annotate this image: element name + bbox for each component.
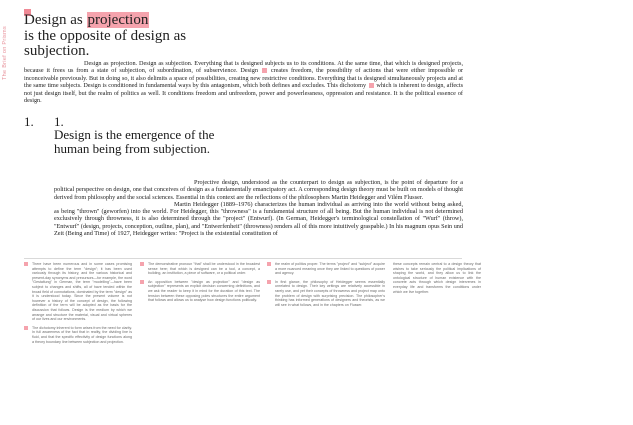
footnote-divider xyxy=(24,258,462,259)
footnote-marker xyxy=(267,262,271,266)
footnote xyxy=(275,262,385,276)
intro-paragraph xyxy=(24,60,463,104)
heading-part1: Design as xyxy=(24,12,87,28)
footnote-column-2 xyxy=(148,262,260,307)
intro-text-c: which is inherent to design, affects not just design itself, but the realm of politics as well. It conditions freedom and unfreedom, power and powerlessness, oppression and resistance. It is the political essence of design. xyxy=(24,82,464,105)
footnote-marker[interactable] xyxy=(262,68,267,73)
section-body xyxy=(54,179,463,237)
footnote-marker xyxy=(140,280,144,284)
footnote-text: The demonstrative pronoun "that" shall be understood in the broadest sense here; that which is designed can be a tool, a concept, a building, an institution, a piece of software, or a political order. xyxy=(148,262,260,276)
footnote-text: In first glance, the philosophy of Heidegger seems essentially unrelated to design. Their key writings are relatively accessible in rarely use, and yet their concepts of throwness and project map onto the problem of design with surprising precision. The philosopher's thinking has informed generations of designers and theorists, as we will see in what follows, and in the chapters on Flusser. xyxy=(275,279,385,307)
footnote-marker xyxy=(140,262,144,266)
footnote xyxy=(393,262,481,294)
footnote-marker xyxy=(24,326,28,330)
heading-part2: is the opposite of design as subjection. xyxy=(24,27,187,59)
footnote-column-1 xyxy=(32,262,132,348)
footnote-marker xyxy=(267,280,271,284)
side-title-text: The Brief on Prisms xyxy=(2,26,8,80)
body-paragraph-1: Projective design, understood as the counterpart to design as subjection, is the point of departure for a political perspective on design, one that conceives of design as a fundamentally emancipatory act. A corresponding design theory must be built on models of thought derived from philosophy and the social sciences. Essential in this context are the reflections of the philosophers Martin Heidegger and Vilém Flusser. xyxy=(54,179,463,201)
footnote-text: The dichotomy inherent to form arises from the need for clarity. In full awareness of the fact that in reality, the dividing line is fluid, and that the specific effectivity of design functions along a theory boundary line between subjection and projection. xyxy=(32,325,132,344)
footnote xyxy=(32,262,132,322)
footnote-text: the realm of politics proper. The terms "project" and "subject" acquire a more nuanced meaning once they are linked to questions of power and agency. xyxy=(275,262,385,276)
footnote-column-4 xyxy=(393,262,481,298)
footnote-text: An opposition between "design as projection" and "design as subjection" represents an explicit decision concerning definitions, and we ask the reader to keep it in mind for the duration of this text. The tension between these opposing poles structures the entire argument that follows and allows us to analyse how design functions politically. xyxy=(148,279,260,303)
footnote xyxy=(275,280,385,308)
heading-highlight: projection xyxy=(87,12,149,28)
footnote-marker xyxy=(24,262,28,266)
footnote-text: these concepts remain central to a design theory that wishes to take seriously the political implications of shaping the world, and they allow us to link the ontological structure of human existence with the concrete acts through which design intervenes in everyday life and transforms the conditions under which we live together. xyxy=(393,262,481,294)
intro-text-b: creates freedom, the possibility of actions that were either impossible or inconceivable previously. But in doing so, it also delimits a space of possibilities, creating new restrictive conditions. Everything that is designed simultaneously projects and at the same time subjects. Design is conditioned in fundamental ways by this antagonism, which both defines and excludes. This dichotomy xyxy=(24,67,464,90)
section-number-left: 1. xyxy=(24,114,34,129)
intro-text-a: Design as projection. Design as subjection. Everything that is designed subjects us to its conditions. At the same time, that which is designed projects, because it frees us from a state of subjection, of subordination, of subservience. Design xyxy=(24,60,463,75)
footnote xyxy=(148,262,260,276)
footnote xyxy=(148,280,260,303)
footnote xyxy=(32,326,132,344)
page-heading xyxy=(24,13,244,60)
section-title: Design is the emergence of the human being from subjection. xyxy=(54,127,215,156)
footnote-marker[interactable] xyxy=(369,83,374,88)
section-number: 1. xyxy=(54,114,64,129)
footnote-text: There have been numerous and in some cases promising attempts to define the term "design"; it has been used variously through its history, and the various historical and present-day synonyms and precursors—for example, the word "Gestaltung" in German, the term "modelling"—have been subject to changes and shifts, all of have tended within the broad field of connotations, dominated by the term "design" as it is understood today. Since the present volume is not however a history of the concept of design, the following definition of the term will be adopted as the basis for the discussion that follows. Design is the medium by which we arrange and structure the material, visual and virtual spheres of our lives and our environments. xyxy=(32,262,132,322)
footnote-column-3 xyxy=(275,262,385,311)
running-side-title xyxy=(2,20,16,120)
body-paragraph-2: Martin Heidegger (1889–1976) characterizes the human individual as arriving into the world without being asked, as being "thrown" (geworfen) into the world. For Heidegger, this "throwness" is a fundamental structure of all being. But the human individual is not determined exclusively through throwness, it is also determined through the "project" (Entwurf). (In German, Heidegger's terminological constellation of "Wurf" (throw), "Entwurf" (design, projects, conception, outline, plan), and "Entwerfenheit" (throwness) renders all of this more intuitively graspable.) In his magnum opus Sein und Zeit (Being and Time) of 1927, Heidegger writes: "Project is the existential constitution of xyxy=(54,200,463,238)
